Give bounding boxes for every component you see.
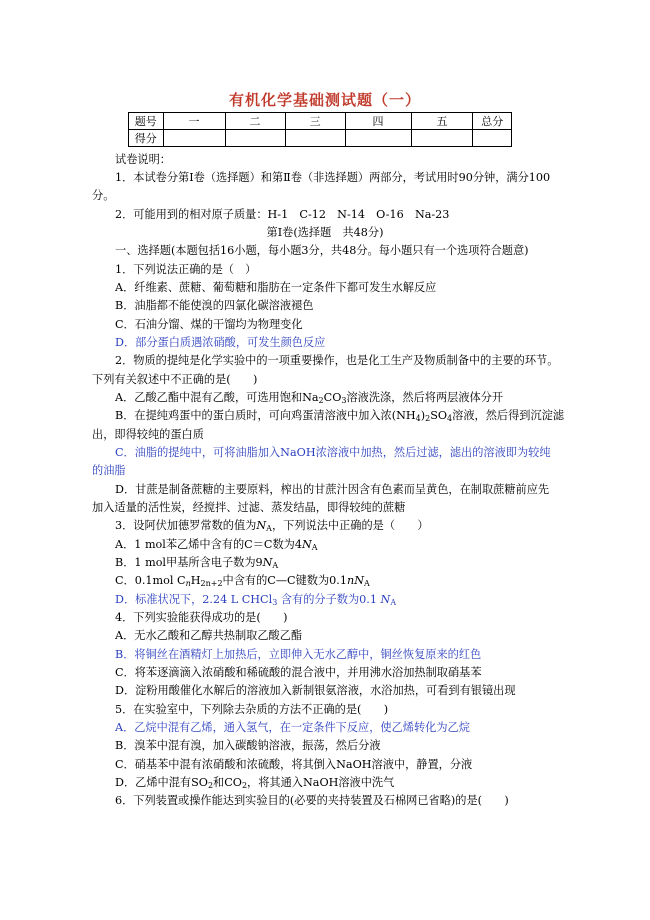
q4-option-a: A．无水乙酸和乙醇共热制取乙酸乙酯 (115, 629, 303, 642)
instructions-heading: 试卷说明： (115, 153, 171, 166)
q2-stem: 2．物质的提纯是化学实验中的一项重要操作，也是化工生产及物质制备中的主要的环节。 (115, 354, 559, 367)
score-input-q1 (163, 130, 225, 147)
q2-option-d: D．甘蔗是制备蔗糖的主要原料，榨出的甘蔗汁因含有色素而呈黄色，在制取蔗糖前应先 (115, 483, 550, 496)
q3-option-a: A．1 mol苯乙烯中含有的C＝C数为$4N_A$ (115, 538, 318, 552)
q2-stem-cont: 下列有关叙述中不正确的是( ) (92, 373, 258, 386)
q6-stem: 6．下列装置或操作能达到实验目的(必要的夹持装置及石棉网已省略)的是( ) (115, 794, 509, 807)
q1-option-b: B．油脂都不能使溴的四氯化碳溶液褪色 (115, 299, 314, 312)
score-row-label: 得分 (129, 130, 164, 147)
q2-option-c-cont: 的油脂 (92, 464, 126, 477)
score-cell-q3: 三 (285, 113, 345, 130)
score-input-q5 (411, 130, 473, 147)
q5-option-d: D．乙烯中混有$SO_2$和$CO_2$，将其通入NaOH溶液中洗气 (115, 776, 395, 790)
score-input-q3 (285, 130, 345, 147)
score-table-score-row (129, 130, 512, 147)
q5-option-b: B．溴苯中混有溴，加入碳酸钠溶液，振荡，然后分液 (115, 739, 381, 752)
q4-option-b: B．将铜丝在酒精灯上加热后，立即伸入无水乙醇中，铜丝恢复原来的红色 (115, 648, 482, 661)
q5-option-c: C．硝基苯中混有浓硝酸和浓硫酸，将其倒入NaOH溶液中，静置，分液 (115, 758, 473, 771)
score-cell-q2: 二 (225, 113, 285, 130)
instruction-2: 2．可能用到的相对原子质量：H-1 C-12 N-14 O-16 Na-23 (115, 208, 450, 221)
part1-title: 第Ⅰ卷(选择题 共48分) (266, 226, 384, 239)
page-title: 有机化学基础测试题（一） (228, 91, 421, 109)
q4-option-c: C．将苯逐滴滴入浓硝酸和稀硫酸的混合液中，并用沸水浴加热制取硝基苯 (115, 666, 482, 679)
q4-option-d: D．淀粉用酸催化水解后的溶液加入新制银氨溶液，水浴加热，可看到有银镜出现 (115, 684, 516, 697)
q3-option-c: C．0.1mol $C_nH_{2n+2}$中含有的C—C键数为$0.1nN_A$ (115, 574, 370, 588)
score-table (128, 112, 512, 147)
q1-option-c: C．石油分馏、煤的干馏均为物理变化 (115, 318, 303, 331)
instruction-1: 1．本试卷分第Ⅰ卷（选择题）和第Ⅱ卷（非选择题）两部分，考试用时90分钟，满分100 (115, 171, 551, 184)
q2-option-a: A．乙酸乙酯中混有乙酸，可选用饱和$Na_2CO_3$溶液洗涤，然后将两层液体分开 (115, 391, 504, 405)
score-cell-q5: 五 (411, 113, 473, 130)
q2-option-b: B．在提纯鸡蛋中的蛋白质时，可向鸡蛋清溶液中加入浓$(NH_4)_2SO_4$溶液，然后得到沉淀滤 (115, 409, 565, 423)
q3-stem: 3．设阿伏加德罗常数的值为$N_A$，下列说法中正确的是（ ） (115, 519, 429, 533)
score-table-header-row (129, 113, 512, 130)
score-input-q2 (225, 130, 285, 147)
q1-option-d: D．部分蛋白质遇浓硝酸，可发生颜色反应 (115, 336, 326, 349)
instruction-1-cont: 分。 (92, 189, 115, 202)
section1-heading: 一、选择题(本题包括16小题，每小题3分，共48分。每小题只有一个选项符合题意) (115, 244, 529, 257)
score-input-q4 (345, 130, 411, 147)
score-input-total (473, 130, 512, 147)
q2-option-c: C．油脂的提纯中，可将油脂加入NaOH浓溶液中加热，然后过滤，滤出的溶液即为较纯 (115, 446, 551, 459)
score-cell-total: 总分 (473, 113, 512, 130)
q2-option-b-cont: 出，即得较纯的蛋白质 (92, 428, 204, 441)
q3-option-b: B．1 mol甲基所含电子数为$9N_A$ (115, 556, 279, 570)
q5-stem: 5．在实验室中，下列除去杂质的方法不正确的是( ) (115, 703, 389, 716)
score-cell-q1: 一 (163, 113, 225, 130)
q3-option-d: D．标准状况下，2.24 L CHCl$_3$ 含有的分子数为0.1 $N_A$ (115, 593, 397, 607)
q1-option-a: A．纤维素、蔗糖、葡萄糖和脂肪在一定条件下都可发生水解反应 (115, 281, 437, 294)
score-cell-label: 题号 (129, 113, 164, 130)
q2-option-d-cont: 加入适量的活性炭，经搅拌、过滤、蒸发结晶，即得较纯的蔗糖 (92, 501, 406, 514)
q4-stem: 4．下列实验能获得成功的是( ) (115, 611, 288, 624)
q1-stem: 1．下列说法正确的是（ ） (115, 263, 257, 276)
score-cell-q4: 四 (345, 113, 411, 130)
q5-option-a: A．乙烷中混有乙烯，通入氢气，在一定条件下反应，使乙烯转化为乙烷 (115, 721, 470, 734)
